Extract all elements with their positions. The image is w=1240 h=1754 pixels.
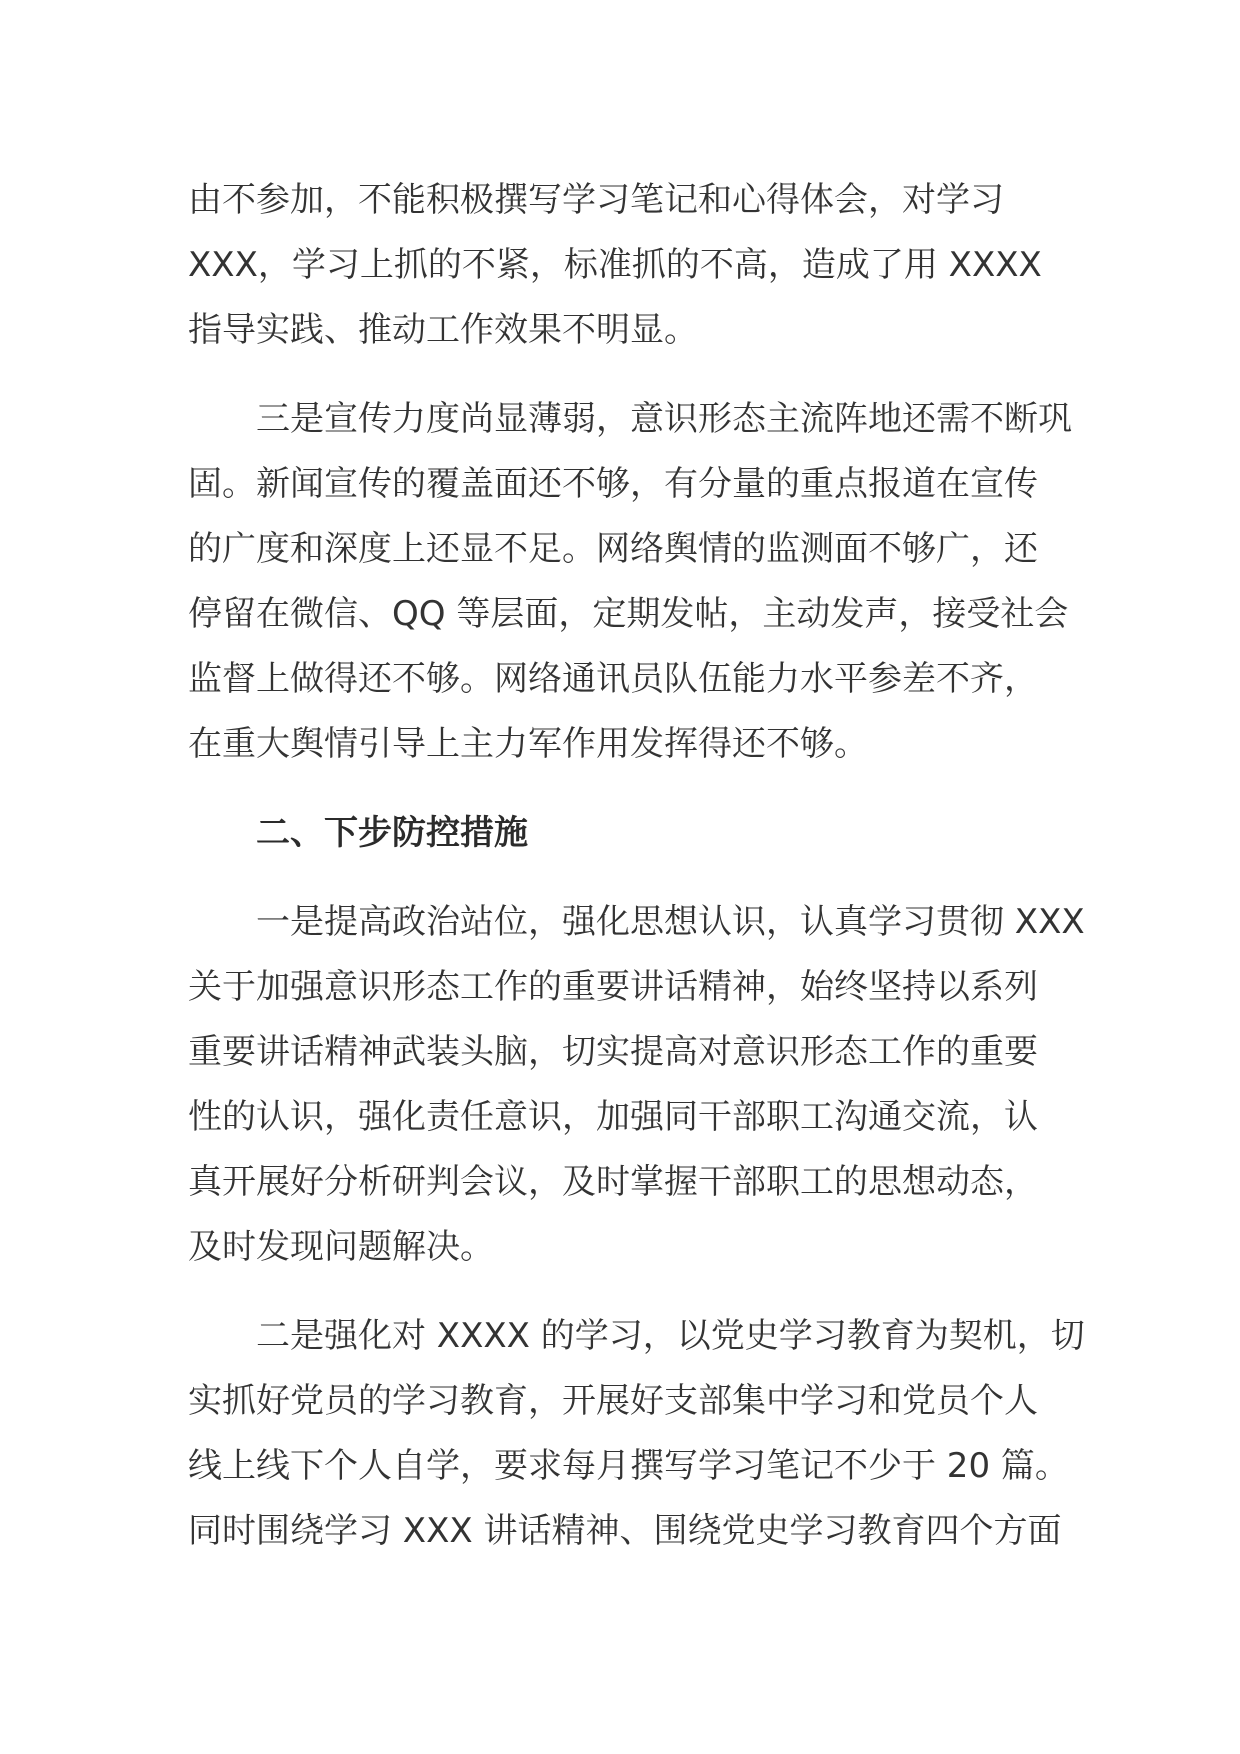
text-line: 实抓好党员的学习教育，开展好支部集中学习和党员个人 xyxy=(188,1381,1038,1421)
text-line: 关于加强意识形态工作的重要讲话精神，始终坚持以系列 xyxy=(188,967,1038,1007)
text-line: 性的认识，强化责任意识，加强同干部职工沟通交流，认 xyxy=(188,1097,1038,1137)
text-line: 监督上做得还不够。网络通讯员队伍能力水平参差不齐， xyxy=(188,659,1038,699)
text-line: 及时发现问题解决。 xyxy=(188,1227,494,1267)
text-line: XXX，学习上抓的不紧，标准抓的不高，造成了用 XXXX xyxy=(188,245,1042,285)
text-line: 三是宣传力度尚显薄弱，意识形态主流阵地还需不断巩 xyxy=(256,399,1072,439)
paragraph-publicity xyxy=(188,387,1072,777)
paragraph-study-notes xyxy=(188,168,1058,363)
document-page xyxy=(188,168,1085,1588)
paragraph-strengthen-study xyxy=(188,1304,1085,1564)
text-line: 重要讲话精神武装头脑，切实提高对意识形态工作的重要 xyxy=(188,1032,1038,1072)
text-line: 在重大舆情引导上主力军作用发挥得还不够。 xyxy=(188,724,868,764)
text-line: 停留在微信、QQ 等层面，定期发帖，主动发声，接受社会 xyxy=(188,594,1069,634)
text-line: 同时围绕学习 XXX 讲话精神、围绕党史学习教育四个方面 xyxy=(188,1511,1062,1551)
text-line: 由不参加，不能积极撰写学习笔记和心得体会，对学习 xyxy=(188,180,1004,220)
text-line: 的广度和深度上还显不足。网络舆情的监测面不够广，还 xyxy=(188,529,1038,569)
text-line: 真开展好分析研判会议，及时掌握干部职工的思想动态， xyxy=(188,1162,1038,1202)
text-line: 指导实践、推动工作效果不明显。 xyxy=(188,310,698,350)
section-heading-text: 二、下步防控措施 xyxy=(256,813,528,853)
paragraph-political-stance xyxy=(188,890,1085,1280)
text-line: 二是强化对 XXXX 的学习，以党史学习教育为契机，切 xyxy=(256,1316,1085,1356)
text-line: 一是提高政治站位，强化思想认识，认真学习贯彻 XXX xyxy=(256,902,1085,942)
section-heading xyxy=(188,801,1058,866)
text-line: 线上线下个人自学，要求每月撰写学习笔记不少于 20 篇。 xyxy=(188,1446,1069,1486)
text-line: 固。新闻宣传的覆盖面还不够，有分量的重点报道在宣传 xyxy=(188,464,1038,504)
